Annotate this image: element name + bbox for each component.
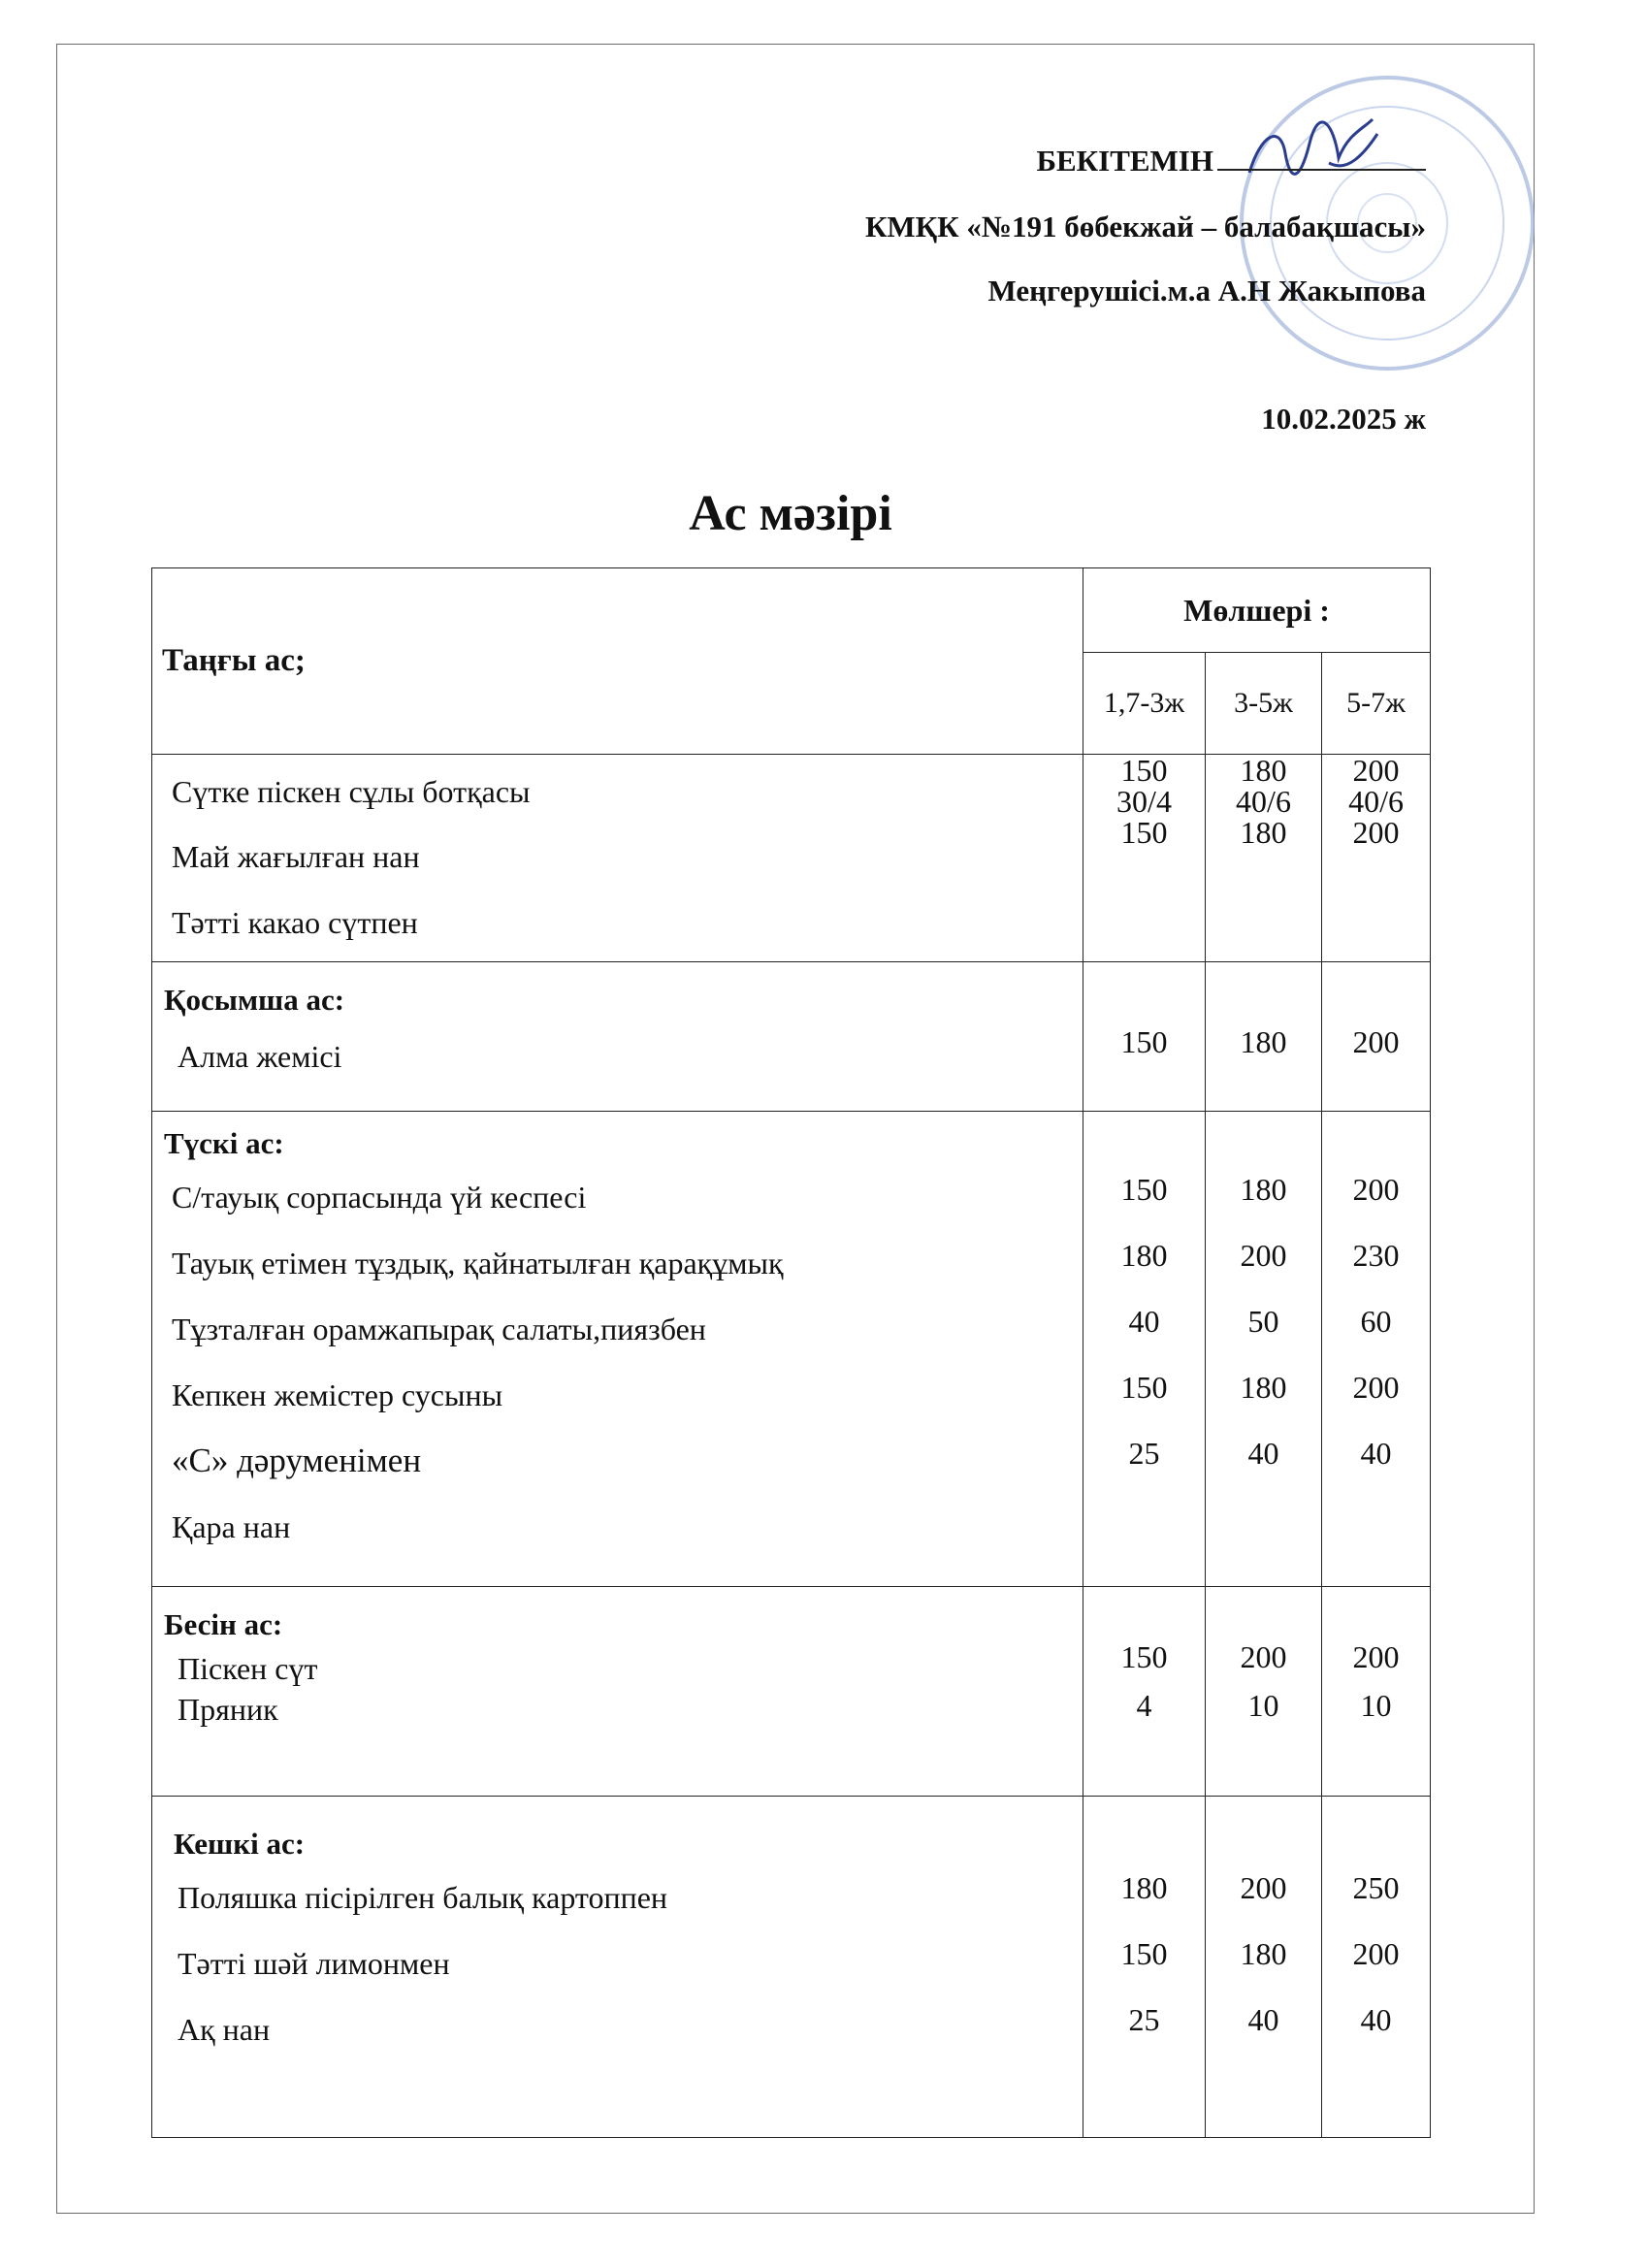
- value: 150: [1120, 815, 1168, 850]
- approval-line: [1036, 144, 1426, 178]
- values-cell: [1206, 962, 1322, 1112]
- age-group-header: 5-7ж: [1322, 653, 1431, 755]
- value: 150: [1120, 1172, 1168, 1207]
- value: 200: [1240, 1238, 1287, 1273]
- value: 200: [1352, 1936, 1400, 1971]
- values-cell: [1206, 1587, 1322, 1797]
- section-row-afternoon: [152, 1587, 1431, 1797]
- value: 150: [1120, 1024, 1168, 1059]
- items-cell: [152, 1797, 1083, 2138]
- director-name: Меңгерушісі.м.а А.Н Жакыпова: [987, 274, 1426, 308]
- value: 10: [1247, 1688, 1279, 1723]
- age-group-header: 1,7-3ж: [1083, 653, 1206, 755]
- menu-item: Тәтті какао сүтпен: [172, 905, 418, 940]
- section-title: Бесін ас:: [164, 1607, 283, 1641]
- values-cell: [1322, 1112, 1431, 1587]
- menu-item: Ақ нан: [178, 2012, 271, 2047]
- items-cell: [152, 1112, 1083, 1587]
- value: 200: [1352, 815, 1400, 850]
- values-cell: [1206, 1112, 1322, 1587]
- value: 180: [1120, 1870, 1168, 1905]
- document-date: 10.02.2025 ж: [1261, 402, 1426, 436]
- value: 180: [1240, 1024, 1287, 1059]
- value: 150: [1120, 1936, 1168, 1971]
- organization-name: КМҚК «№191 бөбекжай – балабақшасы»: [864, 210, 1426, 243]
- value: 10: [1360, 1688, 1392, 1723]
- value: 200: [1240, 1870, 1287, 1905]
- items-cell: [152, 1587, 1083, 1797]
- age-group-header: 3-5ж: [1206, 653, 1322, 755]
- section-title: Кешкі ас:: [174, 1827, 306, 1861]
- section-title: Қосымша ас:: [164, 983, 345, 1017]
- values-cell: [1206, 755, 1322, 962]
- page-title: Ас мәзірі: [689, 486, 892, 541]
- menu-item: Тәтті шәй лимонмен: [178, 1946, 450, 1981]
- menu-item: Алма жемісі: [178, 1039, 342, 1074]
- section-title: Түскі ас:: [164, 1126, 284, 1160]
- menu-item: Пряник: [178, 1692, 278, 1727]
- values-cell: [1322, 1587, 1431, 1797]
- menu-item: Тауық етімен тұздық, қайнатылған қарақұмық: [172, 1246, 784, 1280]
- items-cell: [152, 962, 1083, 1112]
- menu-item: Піскен сүт: [178, 1651, 318, 1686]
- value: 180: [1120, 1238, 1168, 1273]
- value: 150: [1120, 1370, 1168, 1405]
- values-cell: [1206, 1797, 1322, 2138]
- menu-item: Кепкен жемістер сусыны: [172, 1377, 503, 1412]
- value: 180: [1240, 1370, 1287, 1405]
- value: 40: [1128, 1304, 1160, 1339]
- value: 250: [1352, 1870, 1400, 1905]
- value: 200: [1352, 1024, 1400, 1059]
- quantity-header: Мөлшері :: [1083, 568, 1431, 653]
- menu-item: Қара нан: [172, 1509, 291, 1544]
- values-cell: [1083, 1112, 1206, 1587]
- values-cell: [1083, 962, 1206, 1112]
- menu-table: [151, 567, 1431, 2138]
- value: 200: [1352, 1172, 1400, 1207]
- value: 230: [1352, 1238, 1400, 1273]
- values-cell: [1083, 755, 1206, 962]
- section-row-dinner: [152, 1797, 1431, 2138]
- value: 40: [1247, 1436, 1279, 1471]
- value: 30/4: [1116, 784, 1172, 819]
- section-row-snack: [152, 962, 1431, 1112]
- value: 180: [1240, 1936, 1287, 1971]
- value: 40: [1360, 2002, 1392, 2037]
- menu-item: Май жағылған нан: [172, 839, 420, 874]
- values-cell: [1083, 1797, 1206, 2138]
- meal-header: Таңғы ас;: [152, 568, 1083, 755]
- values-cell: [1322, 1797, 1431, 2138]
- value: 180: [1240, 815, 1287, 850]
- value: 60: [1360, 1304, 1392, 1339]
- section-row-lunch: [152, 1112, 1431, 1587]
- value: 25: [1128, 2002, 1160, 2037]
- value: 200: [1240, 1639, 1287, 1674]
- menu-item: С/тауық сорпасында үй кеспесі: [172, 1180, 587, 1215]
- menu-item: «С» дәруменімен: [172, 1442, 422, 1479]
- approve-label: БЕКІТЕМІН: [1036, 144, 1213, 178]
- value: 40: [1247, 2002, 1279, 2037]
- value: 150: [1120, 1639, 1168, 1674]
- value: 25: [1128, 1436, 1160, 1471]
- value: 180: [1240, 1172, 1287, 1207]
- items-cell: [152, 755, 1083, 962]
- value: 40/6: [1236, 784, 1291, 819]
- value: 200: [1352, 1370, 1400, 1405]
- values-cell: [1322, 962, 1431, 1112]
- value: 180: [1240, 753, 1287, 788]
- value: 200: [1352, 1639, 1400, 1674]
- value: 150: [1120, 753, 1168, 788]
- value: 200: [1352, 753, 1400, 788]
- value: 40/6: [1348, 784, 1404, 819]
- menu-item: Поляшка пісірілген балық картоппен: [178, 1880, 668, 1915]
- value: 50: [1247, 1304, 1279, 1339]
- values-cell: [1322, 755, 1431, 962]
- section-row-breakfast: [152, 755, 1431, 962]
- value: 40: [1360, 1436, 1392, 1471]
- signature-line: [1217, 165, 1426, 171]
- menu-item: Тұзталған орамжапырақ салаты,пиязбен: [172, 1312, 706, 1346]
- menu-item: Сүтке піскен сұлы ботқасы: [172, 774, 531, 809]
- value: 4: [1136, 1688, 1152, 1723]
- values-cell: [1083, 1587, 1206, 1797]
